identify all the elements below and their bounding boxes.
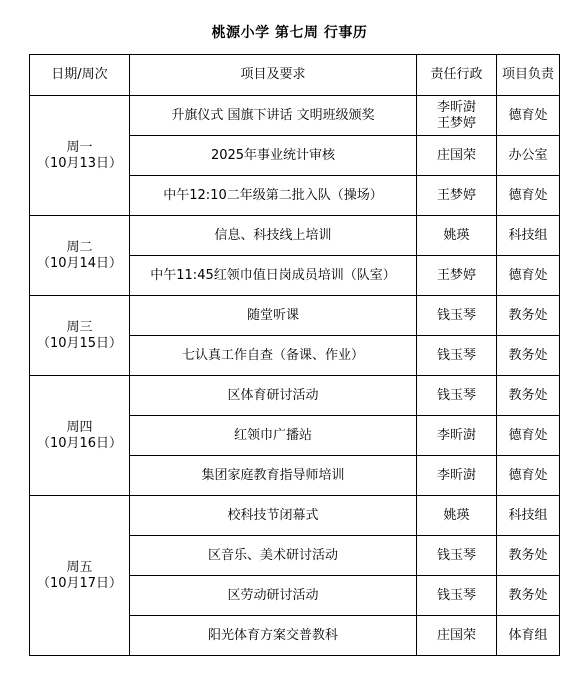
admin-cell (417, 96, 497, 136)
item-cell: 阳光体育方案交普教科 (130, 616, 417, 656)
dept-cell: 德育处 (497, 456, 560, 496)
item-cell: 区体育研讨活动 (130, 376, 417, 416)
admin-name: 李昕澍 (436, 467, 476, 483)
dept-cell: 教务处 (497, 296, 560, 336)
day-name: 周五 (66, 559, 93, 575)
admin-cell (417, 296, 497, 336)
dept-cell: 德育处 (497, 256, 560, 296)
dept-cell: 教务处 (497, 376, 560, 416)
admin-cell (417, 456, 497, 496)
admin-cell (417, 616, 497, 656)
dept-cell: 德育处 (497, 176, 560, 216)
admin-name: 李昕澍 (436, 427, 476, 443)
day-cell (30, 96, 130, 216)
dept-cell: 德育处 (497, 96, 560, 136)
day-name: 周二 (66, 239, 93, 255)
item-cell: 集团家庭教育指导师培训 (130, 456, 417, 496)
dept-cell: 体育组 (497, 616, 560, 656)
admin-cell (417, 496, 497, 536)
admin-name: 钱玉琴 (436, 587, 476, 603)
dept-cell: 科技组 (497, 496, 560, 536)
day-cell (30, 496, 130, 656)
day-name: 周一 (66, 139, 93, 155)
day-date: （10月14日） (36, 255, 123, 271)
admin-cell (417, 216, 497, 256)
item-cell: 升旗仪式 国旗下讲话 文明班级颁奖 (130, 96, 417, 136)
dept-cell: 德育处 (497, 416, 560, 456)
admin-cell (417, 256, 497, 296)
admin-cell (417, 136, 497, 176)
header-row (30, 55, 560, 96)
dept-cell: 办公室 (497, 136, 560, 176)
item-cell: 中午12:10二年级第二批入队（操场） (130, 176, 417, 216)
admin-cell (417, 336, 497, 376)
dept-cell: 教务处 (497, 576, 560, 616)
item-cell: 2025年事业统计审核 (130, 136, 417, 176)
day-name: 周三 (66, 319, 93, 335)
item-cell: 随堂听课 (130, 296, 417, 336)
item-cell: 区劳动研讨活动 (130, 576, 417, 616)
item-cell: 红领巾广播站 (130, 416, 417, 456)
day-date: （10月13日） (36, 155, 123, 171)
header-item: 项目及要求 (130, 55, 417, 96)
admin-cell (417, 536, 497, 576)
header-admin: 责任行政 (417, 55, 497, 96)
table-row (30, 496, 560, 536)
admin-name: 庄国荣 (436, 627, 476, 643)
day-cell (30, 296, 130, 376)
dept-cell: 科技组 (497, 216, 560, 256)
header-date: 日期/周次 (30, 55, 130, 96)
item-cell: 区音乐、美术研讨活动 (130, 536, 417, 576)
schedule-body (30, 96, 560, 656)
admin-name: 钱玉琴 (436, 547, 476, 563)
admin-name: 李昕澍 (436, 99, 476, 115)
admin-cell (417, 376, 497, 416)
admin-cell (417, 176, 497, 216)
dept-cell: 教务处 (497, 336, 560, 376)
admin-name: 庄国荣 (436, 147, 476, 163)
admin-name: 王梦婷 (436, 187, 476, 203)
table-row (30, 216, 560, 256)
day-date: （10月16日） (36, 435, 123, 451)
day-name: 周四 (66, 419, 93, 435)
admin-name: 姚瑛 (443, 507, 470, 523)
table-row (30, 296, 560, 336)
day-date: （10月17日） (36, 575, 123, 591)
admin-name: 王梦婷 (436, 115, 476, 131)
item-cell: 信息、科技线上培训 (130, 216, 417, 256)
day-date: （10月15日） (36, 335, 123, 351)
admin-name: 钱玉琴 (436, 307, 476, 323)
admin-cell (417, 576, 497, 616)
admin-cell (417, 416, 497, 456)
day-cell (30, 376, 130, 496)
admin-name: 钱玉琴 (436, 347, 476, 363)
item-cell: 中午11:45红领巾值日岗成员培训（队室） (130, 256, 417, 296)
page-title: 桃源小学 第七周 行事历 (211, 25, 368, 41)
admin-name: 王梦婷 (436, 267, 476, 283)
table-row (30, 96, 560, 136)
item-cell: 七认真工作自查（备课、作业） (130, 336, 417, 376)
header-dept: 项目负责 (497, 55, 560, 96)
dept-cell: 教务处 (497, 536, 560, 576)
schedule-table (29, 54, 560, 656)
item-cell: 校科技节闭幕式 (130, 496, 417, 536)
day-cell (30, 216, 130, 296)
admin-name: 钱玉琴 (436, 387, 476, 403)
table-row (30, 376, 560, 416)
admin-name: 姚瑛 (443, 227, 470, 243)
